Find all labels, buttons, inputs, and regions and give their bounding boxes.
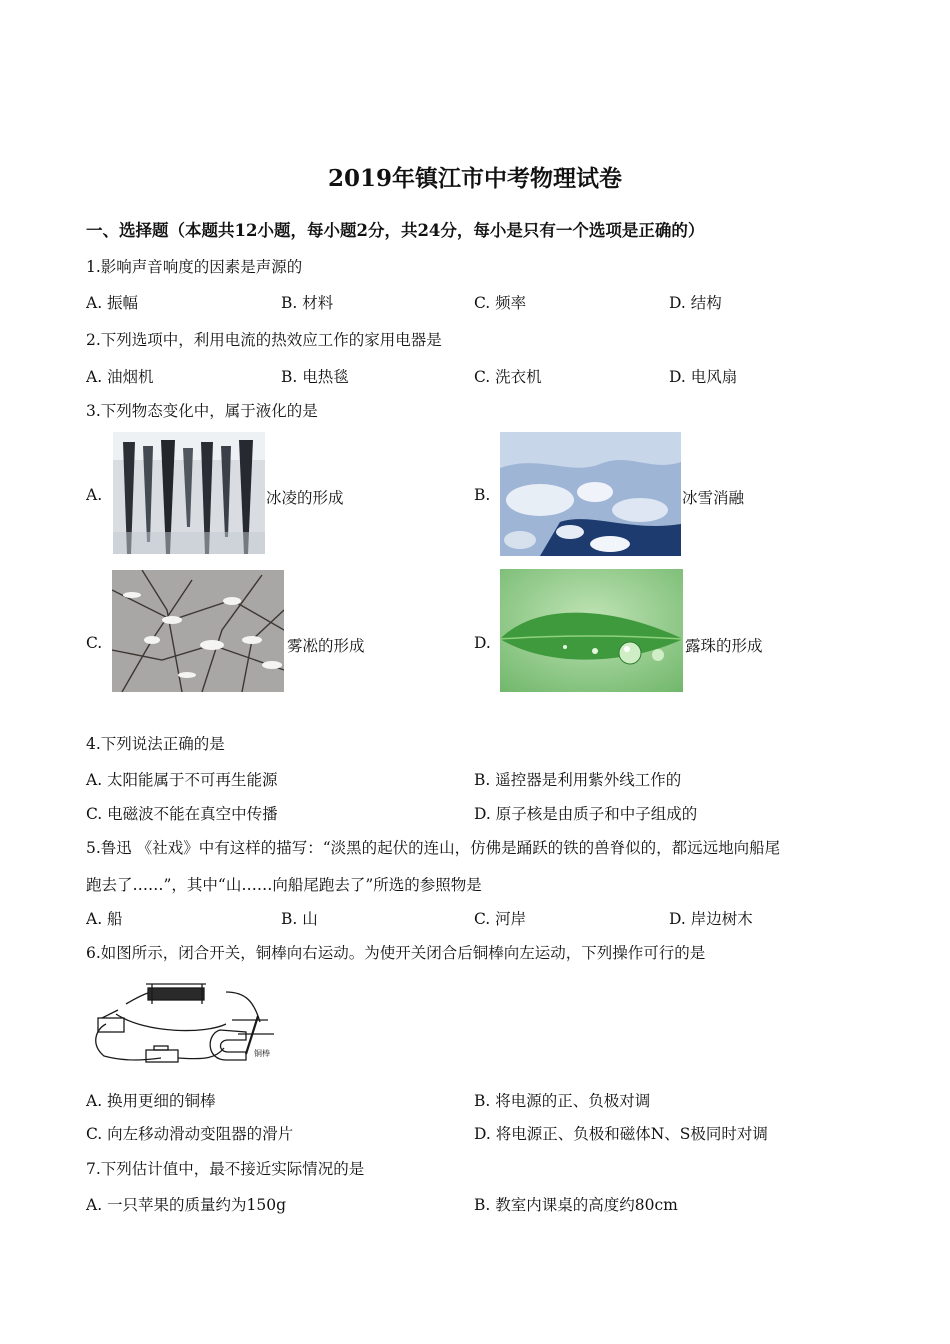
q6-option-b: B. 将电源的正、负极对调 bbox=[474, 1092, 651, 1110]
q3-option-d-text: 露珠的形成 bbox=[685, 637, 763, 655]
q1-option-b: B. 材料 bbox=[281, 294, 334, 312]
dew-drop-photo bbox=[500, 569, 683, 692]
q3-option-c-text: 雾凇的形成 bbox=[287, 637, 365, 655]
section-heading: 一、选择题（本题共12小题，每小题2分，共24分，每小是只有一个选项是正确的） bbox=[86, 221, 705, 240]
q6-option-a: A. 换用更细的铜棒 bbox=[86, 1092, 216, 1110]
circuit-diagram bbox=[86, 974, 282, 1066]
q6-option-d: D. 将电源正、负极和磁体N、S极同时对调 bbox=[474, 1125, 768, 1143]
question-3-stem: 3.下列物态变化中，属于液化的是 bbox=[86, 402, 318, 420]
q4-option-b: B. 遥控器是利用紫外线工作的 bbox=[474, 771, 682, 789]
copper-rod-label: 铜棒 bbox=[254, 1049, 270, 1058]
q7-option-a: A. 一只苹果的质量约为150g bbox=[86, 1196, 287, 1214]
q4-option-d: D. 原子核是由质子和中子组成的 bbox=[474, 805, 698, 823]
icicle-photo bbox=[113, 432, 265, 554]
q2-option-a: A. 油烟机 bbox=[86, 368, 154, 386]
q5-option-c: C. 河岸 bbox=[474, 910, 527, 928]
q4-option-c: C. 电磁波不能在真空中传播 bbox=[86, 805, 278, 823]
question-5-stem-line2: 跑去了……”，其中“山……向船尾跑去了”所选的参照物是 bbox=[86, 876, 482, 894]
question-6-stem: 6.如图所示，闭合开关，铜棒向右运动。为使开关闭合后铜棒向左运动，下列操作可行的是 bbox=[86, 944, 706, 962]
q3-option-c-letter: C. bbox=[86, 634, 103, 652]
question-1-stem: 1.影响声音响度的因素是声源的 bbox=[86, 258, 303, 276]
q6-option-c: C. 向左移动滑动变阻器的滑片 bbox=[86, 1125, 294, 1143]
question-5-stem-line1: 5.鲁迅 《社戏》中有这样的描写：“淡黑的起伏的连山，仿佛是踊跃的铁的兽脊似的，都远远地向船尾 bbox=[86, 839, 781, 857]
question-7-stem: 7.下列估计值中，最不接近实际情况的是 bbox=[86, 1160, 365, 1178]
question-2-stem: 2.下列选项中，利用电流的热效应工作的家用电器是 bbox=[86, 331, 442, 349]
q2-option-b: B. 电热毯 bbox=[281, 368, 349, 386]
melting-ice-photo bbox=[500, 432, 681, 556]
q3-option-b-letter: B. bbox=[474, 486, 491, 504]
q3-option-d-letter: D. bbox=[474, 634, 491, 652]
q5-option-a: A. 船 bbox=[86, 910, 123, 928]
q5-option-b: B. 山 bbox=[281, 910, 318, 928]
q1-option-c: C. 频率 bbox=[474, 294, 527, 312]
q2-option-d: D. 电风扇 bbox=[669, 368, 738, 386]
q1-option-a: A. 振幅 bbox=[86, 294, 139, 312]
q7-option-b: B. 教室内课桌的高度约80cm bbox=[474, 1196, 678, 1214]
q1-option-d: D. 结构 bbox=[669, 294, 722, 312]
question-4-stem: 4.下列说法正确的是 bbox=[86, 735, 225, 753]
q3-option-a-letter: A. bbox=[86, 486, 103, 504]
q5-option-d: D. 岸边树木 bbox=[669, 910, 753, 928]
rime-frost-photo bbox=[112, 570, 284, 692]
page-title: 2019年镇江市中考物理试卷 bbox=[327, 165, 622, 192]
q4-option-a: A. 太阳能属于不可再生能源 bbox=[86, 771, 278, 789]
q2-option-c: C. 洗衣机 bbox=[474, 368, 542, 386]
q3-option-b-text: 冰雪消融 bbox=[682, 489, 745, 507]
q3-option-a-text: 冰凌的形成 bbox=[266, 489, 344, 507]
